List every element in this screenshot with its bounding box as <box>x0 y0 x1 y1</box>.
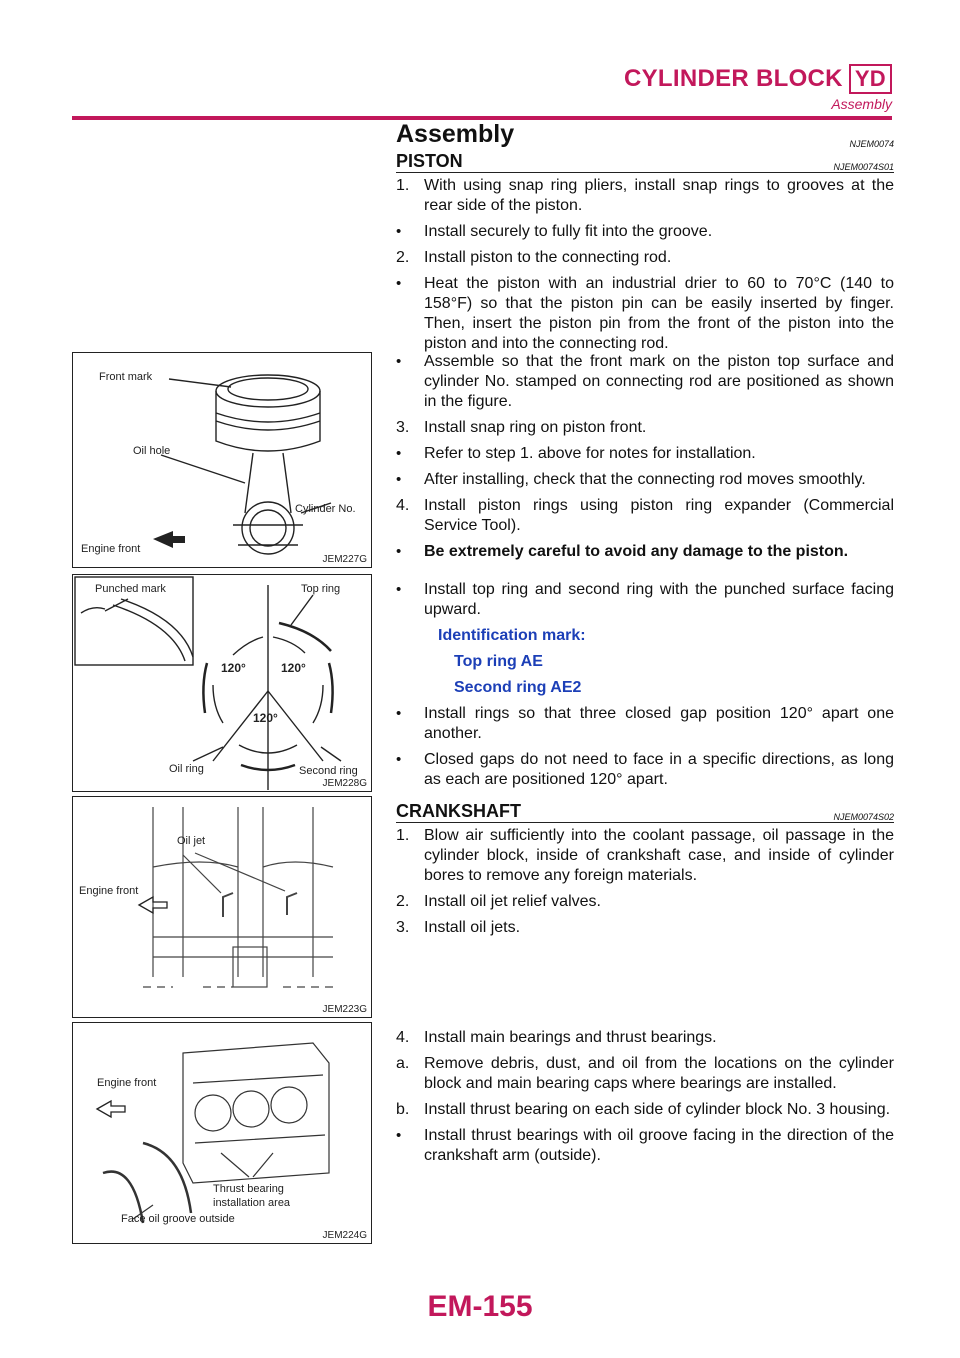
piston-block-1 <box>396 176 894 360</box>
piston-step-1: 1. With using snap ring pliers, install snap rings to grooves at the rear side of the piston. <box>396 177 894 214</box>
piston-step-3-bullet-1: • Refer to step 1. above for notes for installation. <box>396 445 756 462</box>
main-heading-text: Assembly <box>396 120 515 148</box>
piston-heading-text: PISTON <box>396 151 463 171</box>
piston-block-3 <box>396 580 894 796</box>
section-title <box>624 64 892 94</box>
label-top-ring: Top ring <box>301 583 341 595</box>
crankshaft-heading-text: CRANKSHAFT <box>396 801 521 821</box>
section-subtitle: Assembly <box>831 96 892 112</box>
identification-mark-top: Top ring AE <box>454 653 543 670</box>
label-engine-front: Engine front <box>81 543 141 555</box>
piston-step-2-bullet-2: • Assemble so that the front mark on the piston top surface and cylinder No. stamped on connecting rod are positioned as shown in the figure. <box>396 353 894 410</box>
piston-step-4-bullet-4: • Closed gaps do not need to face in a specific directions, as long as each are positioned 120° apart. <box>396 751 894 788</box>
engine-code-badge: YD <box>849 64 892 94</box>
crankshaft-step-4a: a. Remove debris, dust, and oil from the locations on the cylinder block and main bearing caps where bearings are installed. <box>396 1055 894 1092</box>
piston-step-4-bullet-3: • Install rings so that three closed gap position 120° apart one another. <box>396 705 894 742</box>
piston-step-4-bullet-2: • Install top ring and second ring with the punched surface facing upward. <box>396 581 894 618</box>
figure-code-jem224g: JEM224G <box>322 1230 367 1241</box>
main-heading-code: NJEM0074 <box>849 139 894 149</box>
figure-jem228g <box>72 574 372 792</box>
figure-jem227g <box>72 352 372 568</box>
piston-step-3: 3. Install snap ring on piston front. <box>396 419 647 436</box>
label-oil-jet: Oil jet <box>177 835 206 847</box>
figure-jem224g <box>72 1022 372 1244</box>
figure-jem223g <box>72 796 372 1018</box>
crankshaft-heading-code: NJEM0074S02 <box>833 812 894 822</box>
label-punched-mark: Punched mark <box>95 583 166 595</box>
crankshaft-block-1 <box>396 826 894 944</box>
identification-mark-label: Identification mark: <box>438 627 586 644</box>
thrust-bearing-illustration <box>73 1023 373 1245</box>
piston-step-1-bullet: • Install securely to fully fit into the groove. <box>396 223 713 240</box>
label-oil-ring: Oil ring <box>169 763 204 775</box>
crankshaft-step-2: 2. Install oil jet relief valves. <box>396 893 601 910</box>
label-face-oil-groove: Face oil groove outside <box>121 1213 235 1225</box>
crankshaft-step-4: 4. Install main bearings and thrust bearings. <box>396 1029 717 1046</box>
figure-code-jem223g: JEM223G <box>322 1004 367 1015</box>
section-title-text: CYLINDER BLOCK <box>623 65 843 92</box>
piston-step-4: 4. Install piston rings using piston ring expander (Commercial Service Tool). <box>396 497 894 534</box>
label-engine-front-3: Engine front <box>97 1077 157 1089</box>
label-thrust-area-1: Thrust bearing <box>213 1183 284 1195</box>
piston-rod-illustration <box>73 353 373 569</box>
label-angle-bottom: 120° <box>253 711 278 725</box>
page-number: EM-155 <box>427 1290 533 1323</box>
piston-heading-code: NJEM0074S01 <box>833 162 894 172</box>
piston-step-4-bullet-1: • Be extremely careful to avoid any damage to the piston. <box>396 543 849 560</box>
label-second-ring: Second ring <box>299 765 358 777</box>
crankshaft-step-4b: b. Install thrust bearing on each side of cylinder block No. 3 housing. <box>396 1101 891 1118</box>
label-front-mark: Front mark <box>99 371 153 383</box>
figure-code-jem228g: JEM228G <box>322 778 367 789</box>
piston-heading <box>396 148 894 173</box>
crankshaft-step-1: 1. Blow air sufficiently into the coolant passage, oil passage in the cylinder block, inside of crankshaft case, and inside of cylinder bores to remove any foreign materials. <box>396 827 894 884</box>
piston-block-2 <box>396 352 894 568</box>
figure-code-jem227g: JEM227G <box>322 554 367 565</box>
piston-step-2: 2. Install piston to the connecting rod. <box>396 249 672 266</box>
label-angle-right: 120° <box>281 661 306 675</box>
oil-jet-illustration <box>73 797 373 1019</box>
crankshaft-heading <box>396 796 894 823</box>
crankshaft-block-2 <box>396 1028 894 1172</box>
piston-step-2-bullet-1: • Heat the piston with an industrial drier to 60 to 70°C (140 to 158°F) so that the piston pin can be easily inserted by finger. Then, insert the piston pin from the front of the piston into the piston and into the connecting rod. <box>396 275 894 352</box>
label-angle-left: 120° <box>221 661 246 675</box>
label-thrust-area-2: installation area <box>213 1197 291 1209</box>
ring-gap-illustration <box>73 575 373 793</box>
piston-step-3-bullet-2: • After installing, check that the connecting rod moves smoothly. <box>396 471 866 488</box>
crankshaft-step-4b-bullet: • Install thrust bearings with oil groove facing in the direction of the crankshaft arm (outside). <box>396 1127 894 1164</box>
identification-mark-second: Second ring AE2 <box>454 679 582 696</box>
main-heading <box>396 120 894 149</box>
label-oil-hole: Oil hole <box>133 445 171 457</box>
label-engine-front-2: Engine front <box>79 885 139 897</box>
label-cylinder-no: Cylinder No. <box>295 503 356 515</box>
crankshaft-step-3: 3. Install oil jets. <box>396 919 521 936</box>
